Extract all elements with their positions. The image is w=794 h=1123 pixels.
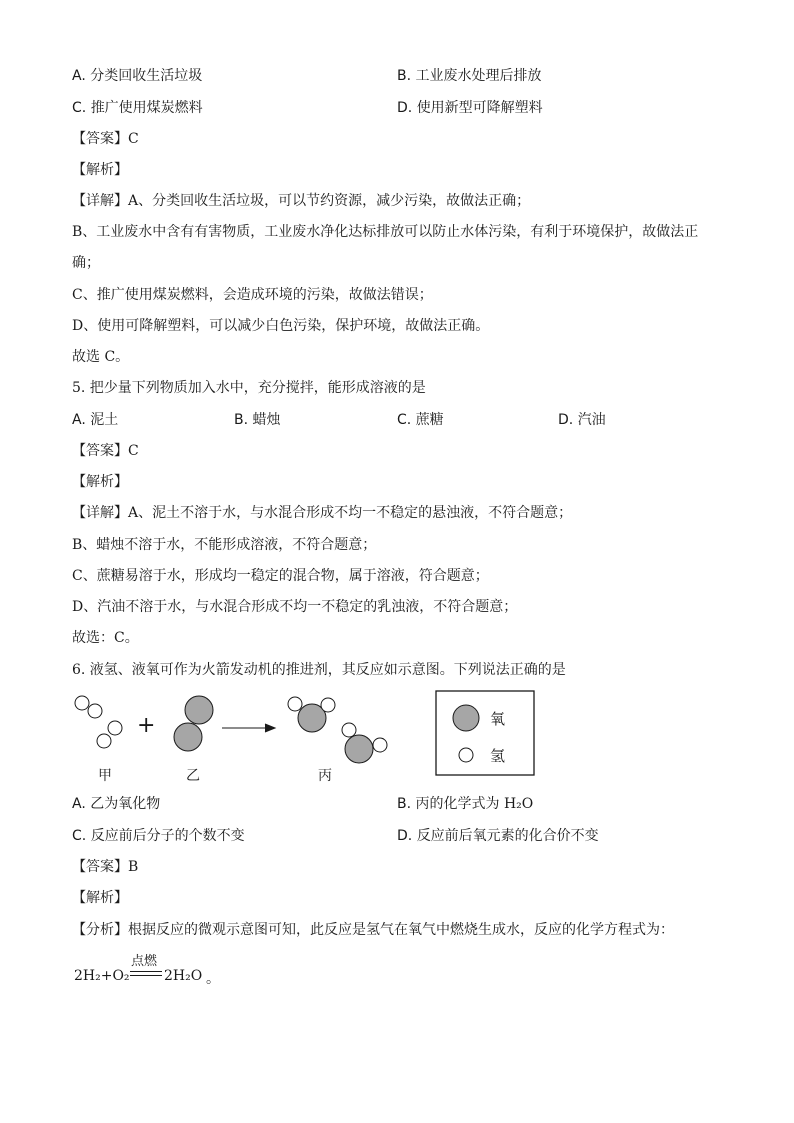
legend-hydrogen-symbol (459, 748, 473, 762)
option-text: 推广使用煤炭燃料 (90, 100, 203, 116)
label-bing: 丙 (318, 768, 332, 784)
equation-end: 。 (206, 971, 220, 987)
oxygen-atom (345, 735, 373, 763)
option-text: 分类回收生活垃圾 (90, 68, 203, 84)
q4-detail-line-5: D、使用可降解塑料，可以减少白色污染，保护环境，故做法正确。 (72, 318, 490, 334)
q5-stem: 5. 把少量下列物质加入水中，充分搅拌，能形成溶液的是 (72, 380, 426, 396)
q4-detail-line-4: C、推广使用煤炭燃料，会造成环境的污染，故做法错误； (72, 287, 433, 303)
oxygen-atom (185, 696, 213, 724)
option-text: 工业废水处理后排放 (415, 68, 542, 84)
reaction-arrow (222, 724, 275, 732)
option-text: 泥土 (90, 412, 119, 428)
q5-analysis-title: 【解析】 (72, 474, 128, 490)
option-label: D. (397, 100, 413, 116)
option-label: C. (397, 412, 412, 428)
q4-detail-line-1: 【详解】A、分类回收生活垃圾，可以节约资源，减少污染，故做法正确； (72, 193, 531, 209)
q5-detail-line-4: D、汽油不溶于水，与水混合形成不均一不稳定的乳浊液，不符合题意； (72, 599, 518, 615)
option-text: 蜡烛 (252, 412, 281, 428)
q5-option-b (234, 410, 281, 430)
q4-detail-line-2: B、工业废水中含有有害物质，工业废水净化达标排放可以防止水体污染，有利于环境保护，故做法正 (72, 224, 699, 240)
hydrogen-atom (97, 734, 111, 748)
option-text: 使用新型可降解塑料 (416, 100, 543, 116)
q5-option-d (558, 410, 606, 430)
equation-double-line (130, 971, 162, 976)
q4-detail-line-3: 确； (72, 255, 100, 271)
legend-hydrogen-label: 氢 (490, 747, 506, 765)
q6-stem: 6. 液氢、液氧可作为火箭发动机的推进剂，其反应如示意图。下列说法正确的是 (72, 662, 566, 678)
option-label: A. (72, 68, 86, 84)
option-label: D. (397, 828, 413, 844)
option-label: B. (397, 796, 412, 812)
option-label: B. (397, 68, 412, 84)
option-text: 乙为氧化物 (90, 796, 161, 812)
label-yi: 乙 (186, 768, 200, 784)
q4-answer: 【答案】C (72, 131, 139, 147)
molecule-yi (174, 696, 213, 751)
legend-oxygen-symbol (453, 705, 479, 731)
q5-option-c (397, 410, 444, 430)
hydrogen-atom (321, 698, 335, 712)
option-text: 蔗糖 (415, 412, 444, 428)
hydrogen-atom (75, 696, 89, 710)
option-label: C. (72, 100, 87, 116)
hydrogen-atom (342, 723, 356, 737)
q4-option-b (397, 66, 542, 86)
oxygen-atom (174, 723, 202, 751)
q5-conclusion: 故选：C。 (72, 630, 139, 646)
option-label: C. (72, 828, 87, 844)
q6-option-c (72, 826, 245, 846)
q4-option-c (72, 98, 203, 118)
option-label: A. (72, 412, 86, 428)
q5-detail-line-3: C、蔗糖易溶于水，形成均一稳定的混合物，属于溶液，符合题意； (72, 568, 489, 584)
q5-detail-line-1: 【详解】A、泥土不溶于水，与水混合形成不均一不稳定的悬浊液，不符合题意； (72, 505, 573, 521)
q6-option-d (397, 826, 599, 846)
q5-answer: 【答案】C (72, 443, 139, 459)
option-text: 反应前后分子的个数不变 (90, 828, 245, 844)
q6-answer: 【答案】B (72, 859, 139, 875)
equation-right: 2H₂O (164, 968, 203, 984)
plus-sign: + (137, 713, 156, 738)
chemical-equation (72, 950, 372, 996)
q5-option-a (72, 410, 118, 430)
option-text: 汽油 (577, 412, 606, 428)
q6-option-a (72, 794, 160, 814)
q6-analysis-text: 【分析】根据反应的微观示意图可知，此反应是氢气在氧气中燃烧生成水，反应的化学方程式为： (72, 922, 674, 938)
hydrogen-atom (288, 697, 302, 711)
label-jia: 甲 (98, 768, 112, 784)
molecule-jia (75, 696, 122, 748)
hydrogen-atom (88, 704, 102, 718)
option-label: D. (558, 412, 574, 428)
molecule-bing (288, 697, 387, 763)
q5-detail-line-2: B、蜡烛不溶于水，不能形成溶液，不符合题意； (72, 537, 377, 553)
q4-option-d (397, 98, 543, 118)
option-text: 丙的化学式为 H₂O (415, 796, 534, 812)
option-text: 反应前后氧元素的化合价不变 (416, 828, 599, 844)
q6-option-b (397, 794, 533, 814)
reaction-diagram (60, 688, 540, 788)
option-label: A. (72, 796, 86, 812)
equation-condition: 点燃 (131, 954, 158, 969)
legend-oxygen-label: 氧 (490, 710, 506, 728)
option-label: B. (234, 412, 249, 428)
q4-analysis-title: 【解析】 (72, 162, 128, 178)
equation-left: 2H₂+O₂ (74, 968, 130, 984)
q4-conclusion: 故选 C。 (72, 349, 130, 365)
q6-analysis-title: 【解析】 (72, 890, 128, 906)
diagram-legend (436, 691, 534, 775)
hydrogen-atom (108, 721, 122, 735)
hydrogen-atom (373, 738, 387, 752)
q4-option-a (72, 66, 202, 86)
